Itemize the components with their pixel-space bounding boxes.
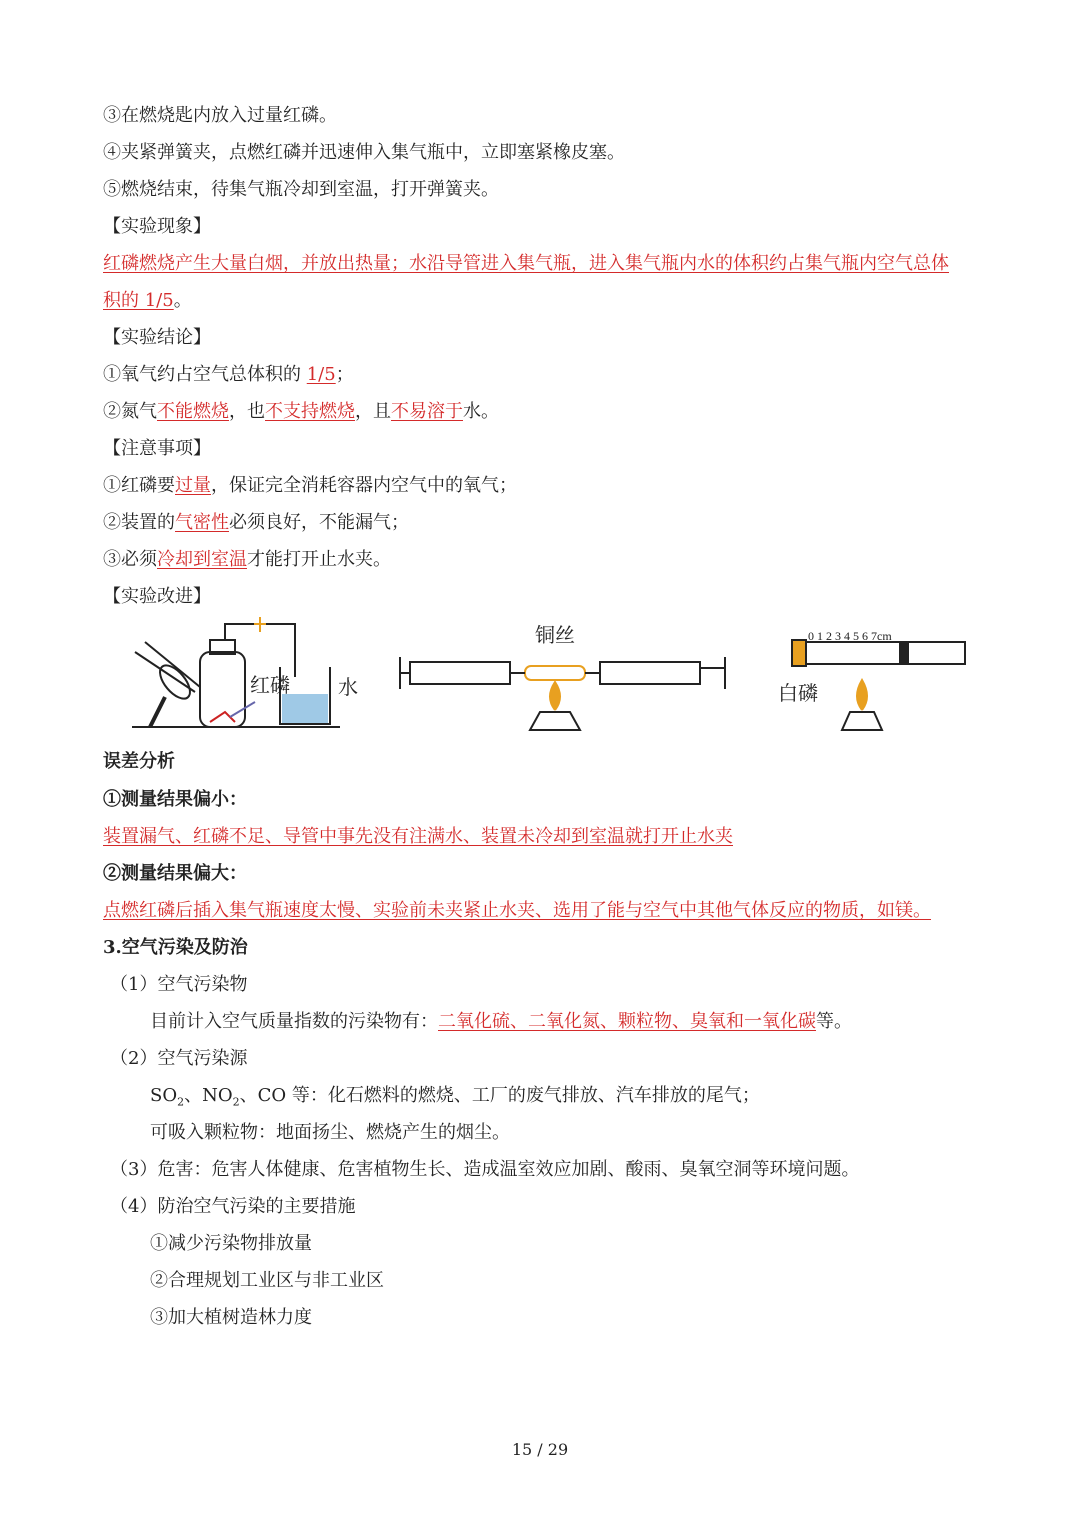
step-5: ⑤燃烧结束，待集气瓶冷却到室温，打开弹簧夹。 (103, 179, 499, 200)
conclusion-2-answer-3: 不易溶于 (391, 401, 463, 422)
error-small-reasons: 装置漏气、红磷不足、导管中事先没有注满水、装置未冷却到室温就打开止水夹 (103, 826, 733, 847)
note-1-c: ，保证完全消耗容器内空气中的氧气； (211, 475, 517, 496)
pollution-3: （3）危害：危害人体健康、危害植物生长、造成温室效应加剧、酸雨、臭氧空洞等环境问题。 (110, 1159, 860, 1180)
no-sub: 2 (232, 1095, 240, 1109)
scale-tube (805, 642, 965, 664)
phenomenon-line-2 (103, 289, 192, 313)
note-3-a: ③必须 (103, 549, 157, 570)
note-1 (103, 474, 517, 498)
error-heading: 误差分析 (103, 751, 175, 772)
improvement-figures (130, 612, 980, 742)
phenomenon-line-2-end: 。 (173, 290, 192, 311)
note-1-a: ①红磷要 (103, 475, 175, 496)
measure-2: ②合理规划工业区与非工业区 (150, 1270, 384, 1291)
pollution-2-rest: 、CO 等：化石燃料的燃烧、工厂的废气排放、汽车排放的尾气； (239, 1085, 760, 1106)
phenomenon-line-1: 红磷燃烧产生大量白烟，并放出热量；水沿导管进入集气瓶，进入集气瓶内水的体积约占集气瓶内空气总体 (103, 253, 949, 274)
water-fill (282, 694, 328, 723)
note-3-answer: 冷却到室温 (157, 549, 247, 570)
so-sub: 2 (177, 1095, 185, 1109)
fig2-label-copper: 铜丝 (535, 625, 575, 647)
conclusion-1-end: ； (335, 364, 354, 385)
phenomenon-heading: 【实验现象】 (103, 216, 211, 237)
conclusion-1-answer: 1/5 (306, 364, 336, 385)
fig1-label-red-phosphorus: 红磷 (250, 675, 290, 697)
pollution-2: （2）空气污染源 (110, 1048, 248, 1069)
note-2-c: 必须良好，不能漏气； (229, 512, 409, 533)
syringe-right (600, 662, 700, 684)
bottle (200, 652, 245, 727)
improve-heading: 【实验改进】 (103, 586, 211, 607)
conclusion-2-a: ②氮气 (103, 401, 157, 422)
alcohol-lamp (530, 712, 580, 730)
magnifier-handle (150, 697, 165, 727)
note-3 (103, 548, 391, 572)
pollution-4: （4）防治空气污染的主要措施 (110, 1196, 356, 1217)
fig1-label-water: 水 (338, 677, 358, 699)
plug (900, 644, 908, 662)
figure-1 (132, 617, 340, 727)
step-3: ③在燃烧匙内放入过量红磷。 (103, 105, 337, 126)
note-2-a: ②装置的 (103, 512, 175, 533)
flame-icon-2 (857, 680, 867, 710)
note-3-c: 才能打开止水夹。 (247, 549, 391, 570)
conclusion-2-c: ，也 (229, 401, 265, 422)
conclusion-2 (103, 400, 499, 424)
pollution-1-text (150, 1010, 852, 1034)
pollution-1: （1）空气污染物 (110, 974, 248, 995)
conclusion-2-answer-2: 不支持燃烧 (265, 401, 355, 422)
so-text: SO (150, 1085, 178, 1106)
note-2 (103, 511, 409, 535)
figure-2 (400, 657, 725, 730)
step-4: ④夹紧弹簧夹，点燃红磷并迅速伸入集气瓶中，立即塞紧橡皮塞。 (103, 142, 625, 163)
phenomenon-line-2-red: 积的 1/5 (103, 290, 174, 311)
pollution-2-b: 可吸入颗粒物：地面扬尘、燃烧产生的烟尘。 (150, 1122, 510, 1143)
measure-3: ③加大植树造林力度 (150, 1307, 312, 1328)
measure-1: ①减少污染物排放量 (150, 1233, 312, 1254)
stopper (792, 640, 806, 666)
pollution-1-lead: 目前计入空气质量指数的污染物有： (150, 1011, 438, 1032)
conclusion-heading: 【实验结论】 (103, 327, 211, 348)
note-2-answer: 气密性 (175, 512, 229, 533)
syringe-left (410, 662, 510, 684)
conclusion-2-e: ，且 (355, 401, 391, 422)
conclusion-1-text: ①氧气约占空气总体积的 (103, 364, 307, 385)
pollution-1-end: 等。 (816, 1011, 852, 1032)
conclusion-2-answer-1: 不能燃烧 (157, 401, 229, 422)
note-1-answer: 过量 (175, 475, 211, 496)
no-text: 、NO (184, 1085, 233, 1106)
section-3-heading: 3.空气污染及防治 (103, 937, 248, 958)
fig3-label-white-phosphorus: 白磷 (778, 683, 818, 705)
error-large-heading: ②测量结果偏大： (103, 863, 247, 884)
pollution-1-answer: 二氧化硫、二氧化氮、颗粒物、臭氧和一氧化碳 (438, 1011, 816, 1032)
error-large-reasons: 点燃红磷后插入集气瓶速度太慢、实验前未夹紧止水夹、选用了能与空气中其他气体反应的物质，如镁。 (103, 900, 931, 921)
page-number: 15 / 29 (511, 1440, 569, 1459)
alcohol-lamp-2 (842, 712, 882, 730)
flame-icon (550, 682, 560, 710)
glass-tube (525, 666, 585, 680)
pollution-2-a (150, 1084, 760, 1115)
error-small-heading: ①测量结果偏小： (103, 789, 247, 810)
conclusion-1 (103, 363, 354, 387)
conclusion-2-g: 水。 (463, 401, 499, 422)
fig3-scale: 0 1 2 3 4 5 6 7cm (808, 629, 892, 643)
notes-heading: 【注意事项】 (103, 438, 211, 459)
